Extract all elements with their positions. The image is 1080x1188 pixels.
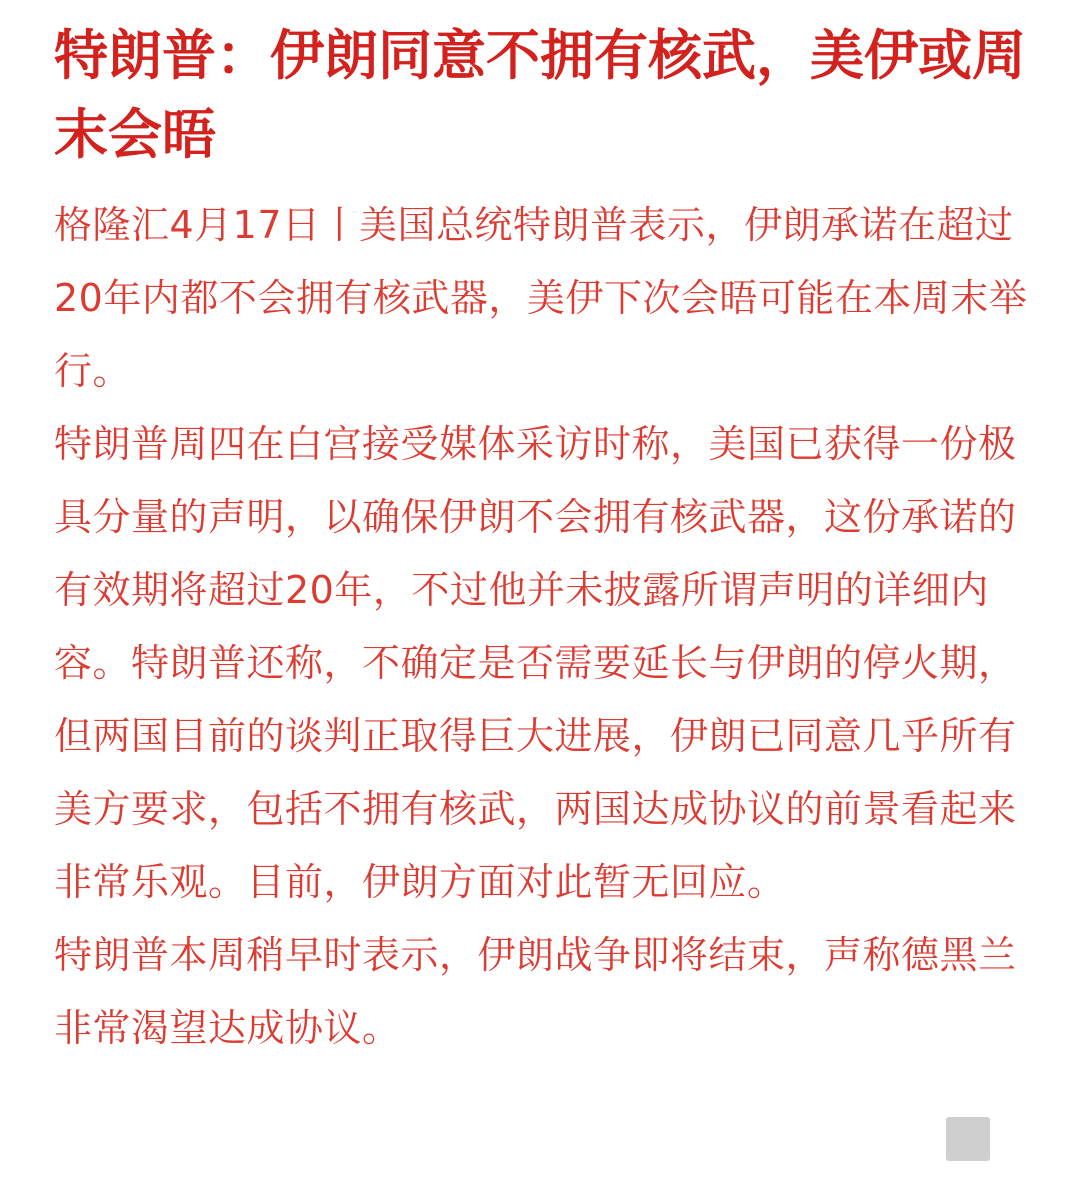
corner-badge-icon[interactable] [946, 1117, 990, 1161]
article-title: 特朗普：伊朗同意不拥有核武，美伊或周末会晤 [54, 24, 1026, 166]
news-article [54, 16, 1034, 1065]
article-paragraph-3: 特朗普本周稍早时表示，伊朗战争即将结束，声称德黑兰非常渴望达成协议。 [54, 933, 1017, 1050]
article-paragraph-2: 特朗普周四在白宫接受媒体采访时称，美国已获得一份极具分量的声明，以确保伊朗不会拥有核武器，这份承诺的有效期将超过20年，不过他并未披露所谓声明的详细内容。特朗普还称，不确定是否需要延长与伊朗的停火期，但两国目前的谈判正取得巨大进展，伊朗已同意几乎所有美方要求，包括不拥有核武，两国达成协议的前景看起来非常乐观。目前，伊朗方面对此暂无回应。 [54, 422, 1017, 904]
article-paragraph-1: 格隆汇4月17日丨美国总统特朗普表示，伊朗承诺在超过20年内都不会拥有核武器，美伊下次会晤可能在本周末举行。 [54, 203, 1028, 393]
